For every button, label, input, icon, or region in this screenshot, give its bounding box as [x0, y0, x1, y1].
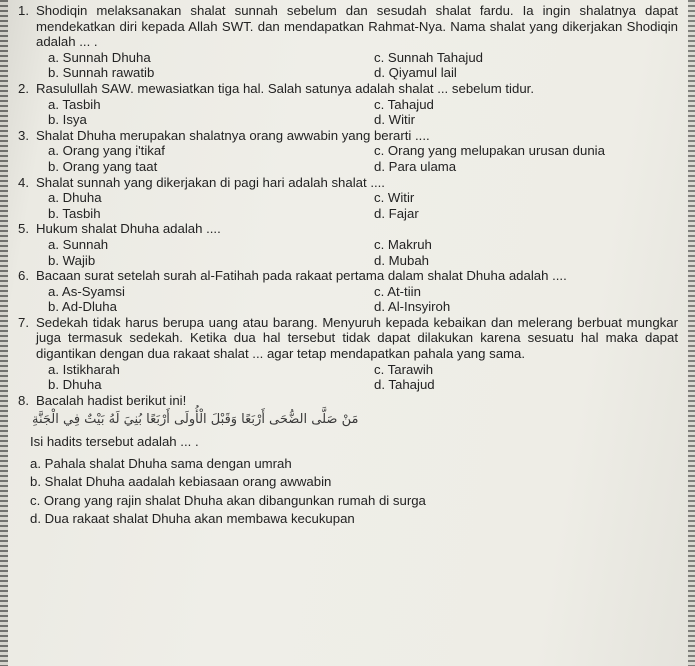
- question-text: Hukum shalat Dhuha adalah ....: [36, 221, 221, 237]
- question-number: 8.: [18, 392, 29, 408]
- question-text: Shalat sunnah yang dikerjakan di pagi hari adalah shalat ....: [36, 174, 385, 190]
- answer-options: [36, 237, 678, 268]
- option-d[interactable]: d. Witir: [374, 112, 416, 128]
- option-c[interactable]: c. Tahajud: [374, 96, 434, 112]
- option-a[interactable]: a. Sunnah: [48, 236, 109, 252]
- answer-options: [36, 50, 678, 81]
- option-b[interactable]: b. Isya: [48, 112, 87, 128]
- question-number: 6.: [18, 268, 29, 284]
- option-c[interactable]: c. Makruh: [374, 236, 432, 252]
- question-number: 5.: [18, 221, 29, 237]
- option-d[interactable]: d. Fajar: [374, 205, 419, 221]
- question-8: [18, 393, 678, 409]
- answer-options: [36, 143, 678, 174]
- option-b[interactable]: b. Sunnah rawatib: [48, 65, 155, 81]
- question-6: [18, 268, 678, 315]
- option-d[interactable]: d. Para ulama: [374, 158, 457, 174]
- option-b[interactable]: b. Wajib: [48, 252, 96, 268]
- option-c[interactable]: c. At-tiin: [374, 283, 421, 299]
- question-text: Shalat Dhuha merupakan shalatnya orang awwabin yang berarti ....: [36, 127, 430, 143]
- binding-holes-left: [0, 0, 8, 666]
- option-b[interactable]: b. Ad-Dluha: [48, 299, 117, 315]
- option-c[interactable]: c. Tarawih: [374, 361, 434, 377]
- question-text: Shodiqin melaksanakan shalat sunnah sebelum dan sesudah shalat fardu. Ia ingin shalatnya dapat mendekatkan diri kepada Allah SWT. dan mendapatkan Rahmat-Nya. Nama shalat yang dikerjakan Shodiqin adalah ... .: [36, 3, 678, 50]
- option-d[interactable]: d. Qiyamul lail: [374, 65, 457, 81]
- answer-options: [36, 190, 678, 221]
- option-a[interactable]: a. Tasbih: [48, 96, 101, 112]
- question-number: 4.: [18, 174, 29, 190]
- question-number: 2.: [18, 80, 29, 96]
- option-c[interactable]: c. Witir: [374, 190, 415, 206]
- option-b[interactable]: b. Dhuha: [48, 377, 102, 393]
- question-2: [18, 81, 678, 128]
- option-a[interactable]: a. Dhuha: [48, 190, 102, 206]
- answer-options: [36, 97, 678, 128]
- question-text: Bacaan surat setelah surah al-Fatihah pada rakaat pertama dalam shalat Dhuha adalah ....: [36, 268, 567, 284]
- option-b[interactable]: b. Orang yang taat: [48, 158, 158, 174]
- question-list: [18, 3, 678, 530]
- answer-options: [18, 456, 678, 527]
- hadith-arabic-text: مَنْ صَلَّى الضُّحَى أَرْبَعًا وَقَبْلَ الْأُولَى أَرْبَعًا بُنِيَ لَهُ بَيْتٌ فِي الْجَنَّةِ: [32, 412, 359, 428]
- question-number: 7.: [18, 314, 29, 330]
- option-c[interactable]: c. Orang yang rajin shalat Dhuha akan dibangunkan rumah di surga: [30, 492, 426, 508]
- option-a[interactable]: a. Sunnah Dhuha: [48, 49, 151, 65]
- answer-options: [36, 362, 678, 393]
- question-number: 3.: [18, 127, 29, 143]
- option-c[interactable]: c. Orang yang melupakan urusan dunia: [374, 143, 605, 159]
- question-text: Rasulullah SAW. mewasiatkan tiga hal. Salah satunya adalah shalat ... sebelum tidur.: [36, 80, 534, 96]
- question-1: [18, 3, 678, 81]
- question-7: [18, 315, 678, 393]
- option-d[interactable]: d. Mubah: [374, 252, 429, 268]
- option-d[interactable]: d. Dua rakaat shalat Dhuha akan membawa kecukupan: [30, 511, 355, 527]
- question-text: Sedekah tidak harus berupa uang atau barang. Menyuruh kepada kebaikan dan melerang berbuat mungkar juga termasuk sedekah. Ketika dua hal tersebut tidak dapat dilakukan karena sesuatu hal maka dapat digantikan dengan dua rakaat shalat ... agar tetap mendapatkan pahala yang sama.: [36, 314, 678, 362]
- option-d[interactable]: d. Tahajud: [374, 377, 435, 393]
- question-8-prompt: Isi hadits tersebut adalah ... .: [30, 434, 199, 450]
- option-c[interactable]: c. Sunnah Tahajud: [374, 49, 484, 65]
- option-a[interactable]: a. As-Syamsi: [48, 283, 125, 299]
- question-number: 1.: [18, 3, 29, 18]
- question-5: [18, 221, 678, 268]
- option-b[interactable]: b. Shalat Dhuha aadalah kebiasaan orang awwabin: [30, 474, 332, 490]
- answer-options: [36, 284, 678, 315]
- binding-holes-right: [688, 0, 695, 666]
- question-text: Bacalah hadist berikut ini!: [36, 392, 187, 408]
- question-3: [18, 128, 678, 175]
- option-a[interactable]: a. Istikharah: [48, 361, 120, 377]
- option-a[interactable]: a. Pahala shalat Dhuha sama dengan umrah: [30, 455, 292, 471]
- question-4: [18, 175, 678, 222]
- option-d[interactable]: d. Al-Insyiroh: [374, 299, 451, 315]
- option-b[interactable]: b. Tasbih: [48, 205, 101, 221]
- option-a[interactable]: a. Orang yang i'tikaf: [48, 143, 165, 159]
